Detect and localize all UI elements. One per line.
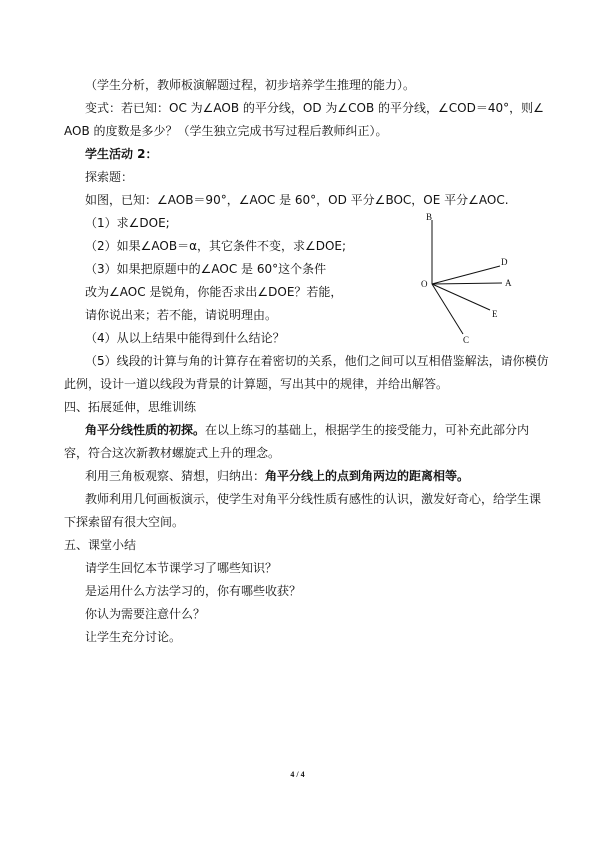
paragraph-line: 是运用什么方法学习的，你有哪些收获？ (85, 584, 302, 598)
paragraph-line: 探索题： (85, 170, 134, 184)
paragraph-text: 在以上练习的基础上，根据学生的接受能力，可补充此部分内 (205, 423, 530, 437)
question-item: （5）线段的计算与角的计算存在着密切的关系，他们之间可以互相借鉴解法，请你模仿 (85, 354, 549, 368)
paragraph-line: 改为∠AOC 是锐角，你能否求出∠DOE？若能， (85, 285, 343, 299)
paragraph-line: 此例，设计一道以线段为背景的计算题，写出其中的规律，并给出解答。 (64, 377, 449, 391)
page-number: 4 / 4 (290, 770, 305, 779)
question-item: （3）如果把原题中的∠AOC 是 60°这个条件 (85, 262, 327, 276)
point-label-d: D (501, 257, 508, 267)
paragraph-line: 请学生回忆本节课学习了哪些知识？ (85, 561, 278, 575)
point-label-a: A (505, 278, 512, 288)
section-heading: 四、拓展延伸，思维训练 (64, 400, 197, 414)
paragraph-line: 请你说出来；若不能，请说明理由。 (85, 308, 278, 322)
paragraph-line: 下探索留有很大空间。 (64, 515, 185, 529)
point-label-e: E (492, 309, 498, 319)
bold-phrase: 角平分线上的点到角两边的距离相等。 (265, 469, 470, 483)
paragraph-line: 教师利用几何画板演示，使学生对角平分线性质有感性的认识，激发好奇心，给学生课 (85, 492, 542, 506)
paragraph-line: 如图，已知：∠AOB＝90°，∠AOC 是 60°，OD 平分∠BOC，OE 平分∠AOC. (85, 193, 509, 207)
point-label-o: O (421, 279, 428, 289)
paragraph-line: 让学生充分讨论。 (85, 630, 182, 644)
ray-oc (432, 284, 463, 334)
bold-phrase: 角平分线性质的初探。 (85, 423, 206, 437)
question-item: （1）求∠DOE; (85, 216, 170, 230)
paragraph-line: 变式：若已知：OC 为∠AOB 的平分线，OD 为∠COB 的平分线，∠COD＝40°，则∠ (85, 101, 544, 115)
point-label-b: B (426, 212, 433, 222)
ray-oa (432, 283, 502, 284)
point-label-c: C (463, 335, 470, 345)
ray-od (432, 266, 500, 284)
paragraph-line: 容，符合这次新教材螺旋式上升的理念。 (64, 446, 281, 460)
paragraph-line (85, 469, 469, 483)
section-subheading: 学生活动 2： (85, 147, 158, 161)
question-item: （2）如果∠AOB＝α，其它条件不变，求∠DOE; (85, 239, 347, 253)
paragraph-line (85, 423, 529, 437)
angle-diagram (408, 208, 538, 348)
paragraph-line: AOB 的度数是多少？（学生独立完成书写过程后教师纠正）。 (64, 124, 388, 138)
ray-oe (432, 284, 490, 310)
paragraph-line: （学生分析，教师板演解题过程，初步培养学生推理的能力）。 (85, 78, 416, 92)
paragraph-line: 你认为需要注意什么？ (85, 607, 206, 621)
paragraph-text: 利用三角板观察、猜想，归纳出： (85, 469, 266, 483)
question-item: （4）从以上结果中能得到什么结论？ (85, 331, 285, 345)
section-heading: 五、课堂小结 (64, 538, 137, 552)
